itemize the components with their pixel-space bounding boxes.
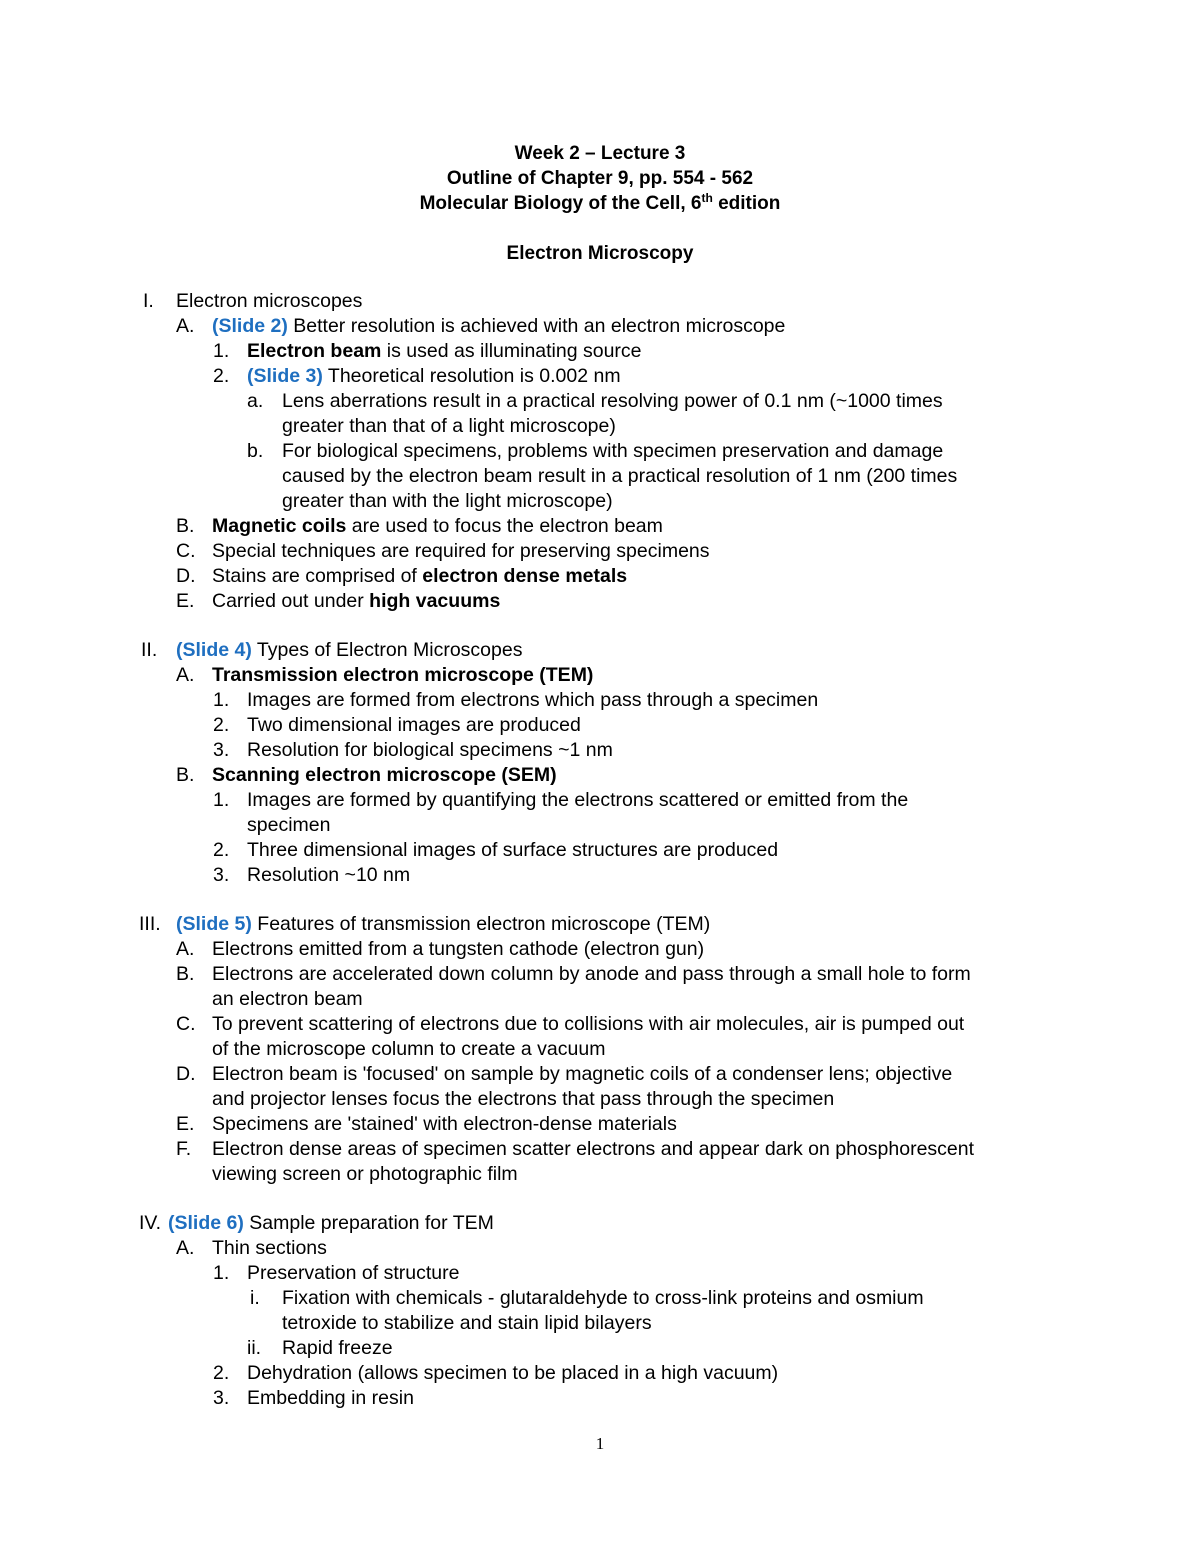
outline-text [282,440,943,463]
outline-marker: i. [250,1287,260,1309]
outline-item [0,1237,1200,1262]
outline-text-run: Resolution ~10 nm [247,864,411,886]
outline-marker: 1. [213,1262,230,1284]
outline-text-run: Sample preparation for TEM [243,1212,494,1234]
outline-text [247,739,613,762]
outline-marker: F. [176,1138,192,1160]
outline-item [0,365,1200,390]
outline-text-run: greater than with the light microscope) [282,490,613,512]
outline-marker: C. [176,1013,196,1035]
outline-text [212,590,500,613]
outline-text-run: Electron beam is 'focused' on sample by magnetic coils of a condenser lens; objective [212,1063,953,1085]
outline-text [282,1312,652,1335]
outline-text [247,1362,778,1385]
outline-item [0,839,1200,864]
outline-item [0,913,1200,938]
outline-marker: B. [176,515,195,537]
outline-item-continuation [0,1163,1200,1188]
outline-text [247,340,642,363]
outline-text-run: Special techniques are required for preserving specimens [212,540,710,562]
outline-item [0,440,1200,465]
outline-text [212,764,557,787]
outline-text [282,1337,393,1360]
outline-text-run: are used to focus the electron beam [346,515,663,537]
outline-marker: A. [176,315,195,337]
outline-item [0,590,1200,615]
outline-item [0,963,1200,988]
outline-text-run: and projector lenses focus the electrons that pass through the specimen [212,1088,835,1110]
outline-text [212,565,627,588]
outline-text [212,1063,952,1086]
outline-text [212,1113,677,1136]
outline-text-run: tetroxide to stabilize and stain lipid bilayers [282,1312,652,1334]
key-term: high vacuums [369,590,501,612]
outline-item [0,1063,1200,1088]
outline-text-run: To prevent scattering of electrons due to collisions with air molecules, air is pumped out [212,1013,965,1035]
outline-item [0,789,1200,814]
outline-item-continuation [0,490,1200,515]
outline-marker: 2. [213,839,230,861]
outline-text [212,1038,605,1061]
header-textbook [0,191,1200,216]
outline-text [212,963,971,986]
outline-marker: A. [176,938,195,960]
outline-marker: 2. [213,365,230,387]
key-term: Electron beam [247,340,382,362]
outline-marker: A. [176,664,195,686]
header-textbook-superscript: th [701,191,713,205]
outline-text [212,1088,834,1111]
outline-item [0,340,1200,365]
outline-text-run: Two dimensional images are produced [247,714,581,736]
outline-text-run: viewing screen or photographic film [212,1163,518,1185]
outline-text [212,1237,327,1260]
document-header [0,141,1200,266]
header-week-lecture: Week 2 – Lecture 3 [514,143,686,164]
outline-text [168,1212,494,1235]
outline-text-run: Electrons are accelerated down column by anode and pass through a small hole to form [212,963,971,985]
outline-text-run: Better resolution is achieved with an electron microscope [287,315,786,337]
outline-text [212,1013,964,1036]
outline-item [0,315,1200,340]
outline-text [282,390,943,413]
outline-marker: ii. [247,1337,262,1359]
outline-marker: I. [143,290,154,312]
outline-text-run: an electron beam [212,988,363,1010]
section-title: Electron Microscopy [506,243,694,264]
outline-text [212,988,363,1011]
slide-reference: (Slide 4) [176,639,252,661]
outline-text [282,465,957,488]
outline-text [247,714,581,737]
outline-marker: a. [247,390,264,412]
outline-text [282,415,616,438]
key-term: Magnetic coils [212,515,347,537]
outline-item [0,664,1200,689]
outline-text-run: Resolution for biological specimens ~1 nm [247,739,613,761]
outline-item [0,938,1200,963]
outline-item [0,764,1200,789]
outline-item [0,689,1200,714]
outline-text [212,1163,518,1186]
outline-text [247,689,818,712]
outline-text-run: Embedding in resin [247,1387,414,1409]
outline-text [282,490,613,513]
outline-marker: B. [176,764,195,786]
outline-text [282,1287,924,1310]
outline-text-run: Electrons emitted from a tungsten cathode (electron gun) [212,938,705,960]
slide-reference: (Slide 6) [168,1212,244,1234]
outline-text-run: Electron microscopes [176,290,363,312]
outline-item [0,515,1200,540]
slide-reference: (Slide 2) [212,315,288,337]
outline-text-run: Preservation of structure [247,1262,460,1284]
outline-marker: 1. [213,689,230,711]
outline-item [0,1262,1200,1287]
outline-item-continuation [0,415,1200,440]
key-term: Transmission electron microscope (TEM) [212,664,594,686]
outline-text [247,864,410,887]
outline-marker: B. [176,963,195,985]
outline-text [247,839,778,862]
outline-item-continuation [0,1088,1200,1113]
outline-marker: D. [176,1063,196,1085]
slide-reference: (Slide 3) [247,365,323,387]
outline-text [247,814,330,837]
outline-marker: 1. [213,789,230,811]
outline-text-run: of the microscope column to create a vacuum [212,1038,606,1060]
outline-text-run: Images are formed from electrons which pass through a specimen [247,689,819,711]
outline-text-run: Features of transmission electron microscope (TEM) [251,913,711,935]
outline-marker: b. [247,440,264,462]
outline-marker: E. [176,590,195,612]
outline-text [247,789,908,812]
outline-text [212,664,593,687]
outline-text-run: Thin sections [212,1237,327,1259]
outline-text [212,1138,974,1161]
outline-marker: D. [176,565,196,587]
outline-marker: 2. [213,714,230,736]
outline-item [0,1013,1200,1038]
outline-text-run: Electron dense areas of specimen scatter electrons and appear dark on phosphorescent [212,1138,975,1160]
outline-text-run: Stains are comprised of [212,565,423,587]
outline-item [0,390,1200,415]
outline-item-continuation [0,1038,1200,1063]
outline-text [212,315,785,338]
header-textbook-edition: edition [712,193,781,214]
outline-text-run: For biological specimens, problems with specimen preservation and damage [282,440,944,462]
outline-text-run: Theoretical resolution is 0.002 nm [322,365,621,387]
outline-text-run: Rapid freeze [282,1337,393,1359]
outline-text-run: Three dimensional images of surface structures are produced [247,839,779,861]
outline-text-run: Lens aberrations result in a practical resolving power of 0.1 nm (~1000 times [282,390,943,412]
header-chapter-outline: Outline of Chapter 9, pp. 554 - 562 [446,168,754,189]
outline-item [0,1212,1200,1237]
key-term: electron dense metals [422,565,628,587]
outline-marker: III. [139,913,161,935]
outline-text [247,1262,459,1285]
outline-text-run: Specimens are 'stained' with electron-dense materials [212,1113,677,1135]
outline-item [0,1287,1200,1312]
outline-item [0,290,1200,315]
outline-marker: II. [141,639,158,661]
outline-text-run: is used as illuminating source [381,340,642,362]
outline-item-continuation [0,465,1200,490]
outline-item-continuation [0,988,1200,1013]
outline-text-run: Carried out under [212,590,370,612]
outline-text [247,365,621,388]
outline-text [176,290,362,313]
outline-item [0,1387,1200,1412]
outline-item [0,1113,1200,1138]
outline-text-run: Fixation with chemicals - glutaraldehyde to cross-link proteins and osmium [282,1287,924,1309]
outline-text-run: Dehydration (allows specimen to be placed in a high vacuum) [247,1362,779,1384]
outline-marker: A. [176,1237,195,1259]
header-textbook-text: Molecular Biology of the Cell, 6 [419,193,702,214]
outline-item-continuation [0,1312,1200,1337]
outline-text-run: Types of Electron Microscopes [251,639,523,661]
outline-text [212,515,663,538]
outline-item [0,565,1200,590]
outline-item [0,1138,1200,1163]
outline-item [0,864,1200,889]
outline-item [0,540,1200,565]
outline-marker: IV. [139,1212,162,1234]
outline-marker: 3. [213,864,230,886]
outline-item [0,1337,1200,1362]
outline-text-run: caused by the electron beam result in a practical resolution of 1 nm (200 times [282,465,958,487]
outline-marker: E. [176,1113,195,1135]
outline-item [0,739,1200,764]
outline-item [0,639,1200,664]
outline-text-run: Images are formed by quantifying the electrons scattered or emitted from the [247,789,909,811]
outline-text [176,913,710,936]
outline-text [247,1387,414,1410]
outline-text-run: greater than that of a light microscope) [282,415,616,437]
outline-marker: 3. [213,1387,230,1409]
page-number: 1 [595,1434,605,1453]
slide-reference: (Slide 5) [176,913,252,935]
outline-marker: 2. [213,1362,230,1384]
outline-marker: 3. [213,739,230,761]
outline-marker: 1. [213,340,230,362]
outline-item-continuation [0,814,1200,839]
key-term: Scanning electron microscope (SEM) [212,764,557,786]
outline-text [176,639,522,662]
outline-item [0,1362,1200,1387]
outline-text-run: specimen [247,814,331,836]
outline-text [212,938,704,961]
outline-item [0,714,1200,739]
outline-marker: C. [176,540,196,562]
outline-text [212,540,710,563]
